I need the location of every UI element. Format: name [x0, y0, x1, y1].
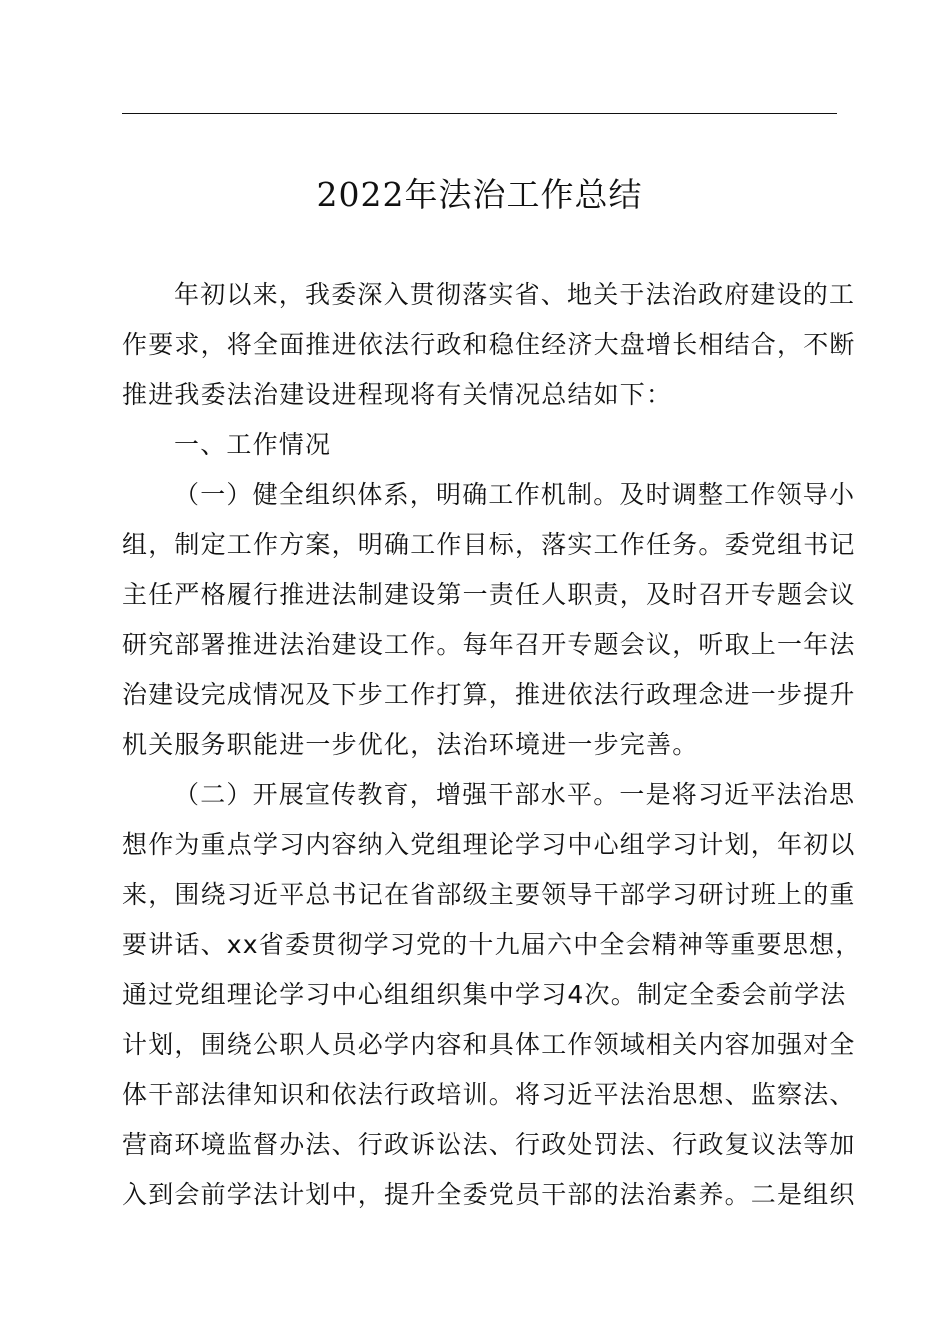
paragraph-line: 入到会前学法计划中，提升全委党员干部的法治素养。二是组织	[122, 1180, 856, 1209]
paragraph-line: 年初以来，我委深入贯彻落实省、地关于法治政府建设的工	[174, 280, 856, 309]
paragraph-line: 计划，围绕公职人员必学内容和具体工作领域相关内容加强对全	[122, 1030, 856, 1059]
section-heading: 一、工作情况	[174, 430, 332, 459]
paragraph-line: （二）开展宣传教育，增强干部水平。一是将习近平法治思	[174, 780, 856, 809]
paragraph-line: 营商环境监督办法、行政诉讼法、行政处罚法、行政复议法等加	[122, 1130, 856, 1159]
paragraph-line: 通过党组理论学习中心组组织集中学习4次。制定全委会前学法	[122, 980, 847, 1009]
header-rule	[122, 113, 837, 114]
paragraph-line: （一）健全组织体系，明确工作机制。及时调整工作领导小	[174, 480, 856, 509]
document-title: 2022年法治工作总结	[316, 175, 643, 214]
paragraph-line: 作要求，将全面推进依法行政和稳住经济大盘增长相结合，不断	[122, 330, 856, 359]
paragraph-line: 推进我委法治建设进程现将有关情况总结如下：	[122, 380, 673, 409]
paragraph-line: 来，围绕习近平总书记在省部级主要领导干部学习研讨班上的重	[122, 880, 856, 909]
paragraph-line: 主任严格履行推进法制建设第一责任人职责，及时召开专题会议	[122, 580, 856, 609]
document-body	[122, 270, 862, 1220]
paragraph-line: 机关服务职能进一步优化，法治环境进一步完善。	[122, 730, 699, 759]
paragraph-line: 体干部法律知识和依法行政培训。将习近平法治思想、监察法、	[122, 1080, 856, 1109]
paragraph-line: 研究部署推进法治建设工作。每年召开专题会议，听取上一年法	[122, 630, 856, 659]
paragraph-line: 组，制定工作方案，明确工作目标，落实工作任务。委党组书记	[122, 530, 856, 559]
paragraph-line: 治建设完成情况及下步工作打算，推进依法行政理念进一步提升	[122, 680, 856, 709]
paragraph-line: 想作为重点学习内容纳入党组理论学习中心组学习计划，年初以	[122, 830, 856, 859]
paragraph-line: 要讲话、xx省委贯彻学习党的十九届六中全会精神等重要思想，	[122, 930, 862, 959]
